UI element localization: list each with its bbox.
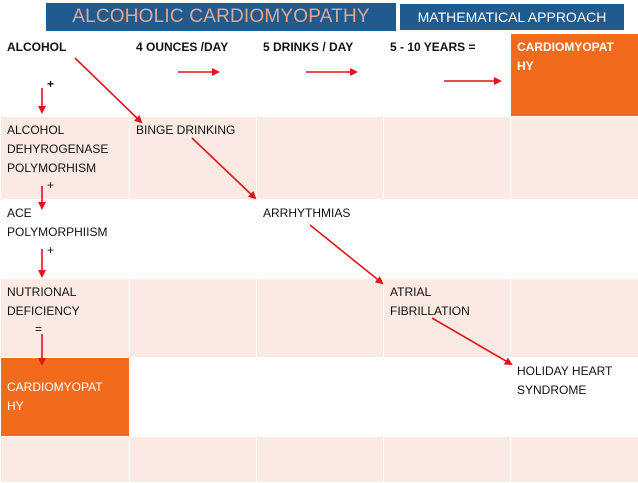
cell-cardiomyopathy-outcome: CARDIOMYOPAT HY bbox=[1, 358, 130, 437]
table-row bbox=[1, 117, 638, 200]
table-row bbox=[1, 437, 638, 483]
subtitle-badge: MATHEMATICAL APPROACH bbox=[400, 4, 624, 30]
cell-empty bbox=[130, 358, 257, 437]
table-row bbox=[1, 200, 638, 279]
cell-empty bbox=[384, 437, 511, 483]
cell-empty bbox=[257, 358, 384, 437]
cell-empty bbox=[384, 200, 511, 279]
table-row bbox=[1, 358, 638, 437]
cell-cardiomyopathy-result: CARDIOMYOPAT HY bbox=[511, 34, 638, 117]
cell-4-ounces: 4 OUNCES /DAY bbox=[130, 34, 257, 117]
cell-empty bbox=[384, 117, 511, 200]
cell-5-10-years: 5 - 10 YEARS = bbox=[384, 34, 511, 117]
cell-empty bbox=[257, 279, 384, 358]
cell-empty bbox=[130, 200, 257, 279]
table-row bbox=[1, 34, 638, 117]
cell-adh-polymorphism: ALCOHOL DEHYROGENASE POLYMORHISM + bbox=[1, 117, 130, 200]
cell-empty bbox=[511, 437, 638, 483]
cell-5-drinks: 5 DRINKS / DAY bbox=[257, 34, 384, 117]
cell-ace-polymorphism: ACE POLYMORPHIISM + bbox=[1, 200, 130, 279]
operator-plus: + bbox=[7, 75, 123, 94]
cell-binge-drinking: BINGE DRINKING bbox=[130, 117, 257, 200]
cell-arrhythmias: ARRHYTHMIAS bbox=[257, 200, 384, 279]
cell-empty bbox=[130, 437, 257, 483]
operator-equals: = bbox=[7, 320, 123, 339]
cell-nutritional-deficiency: NUTRIONAL DEFICIENCY = bbox=[1, 279, 130, 358]
cell-empty bbox=[511, 200, 638, 279]
operator-plus: + bbox=[7, 176, 123, 195]
operator-plus: + bbox=[7, 241, 123, 260]
cell-holiday-heart: HOLIDAY HEART SYNDROME bbox=[511, 358, 638, 437]
cell-empty bbox=[511, 279, 638, 358]
table-row bbox=[1, 279, 638, 358]
cell-empty bbox=[511, 117, 638, 200]
cell-empty bbox=[257, 437, 384, 483]
cell-empty bbox=[257, 117, 384, 200]
cell-atrial-fibrillation: ATRIAL FIBRILLATION bbox=[384, 279, 511, 358]
cell-alcohol: ALCOHOL + bbox=[1, 34, 130, 117]
cell-empty bbox=[384, 358, 511, 437]
cell-empty bbox=[130, 279, 257, 358]
main-title: ALCOHOLIC CARDIOMYOPATHY bbox=[46, 3, 396, 31]
equation-table bbox=[0, 33, 638, 483]
cell-empty bbox=[1, 437, 130, 483]
title-bar bbox=[0, 0, 638, 33]
